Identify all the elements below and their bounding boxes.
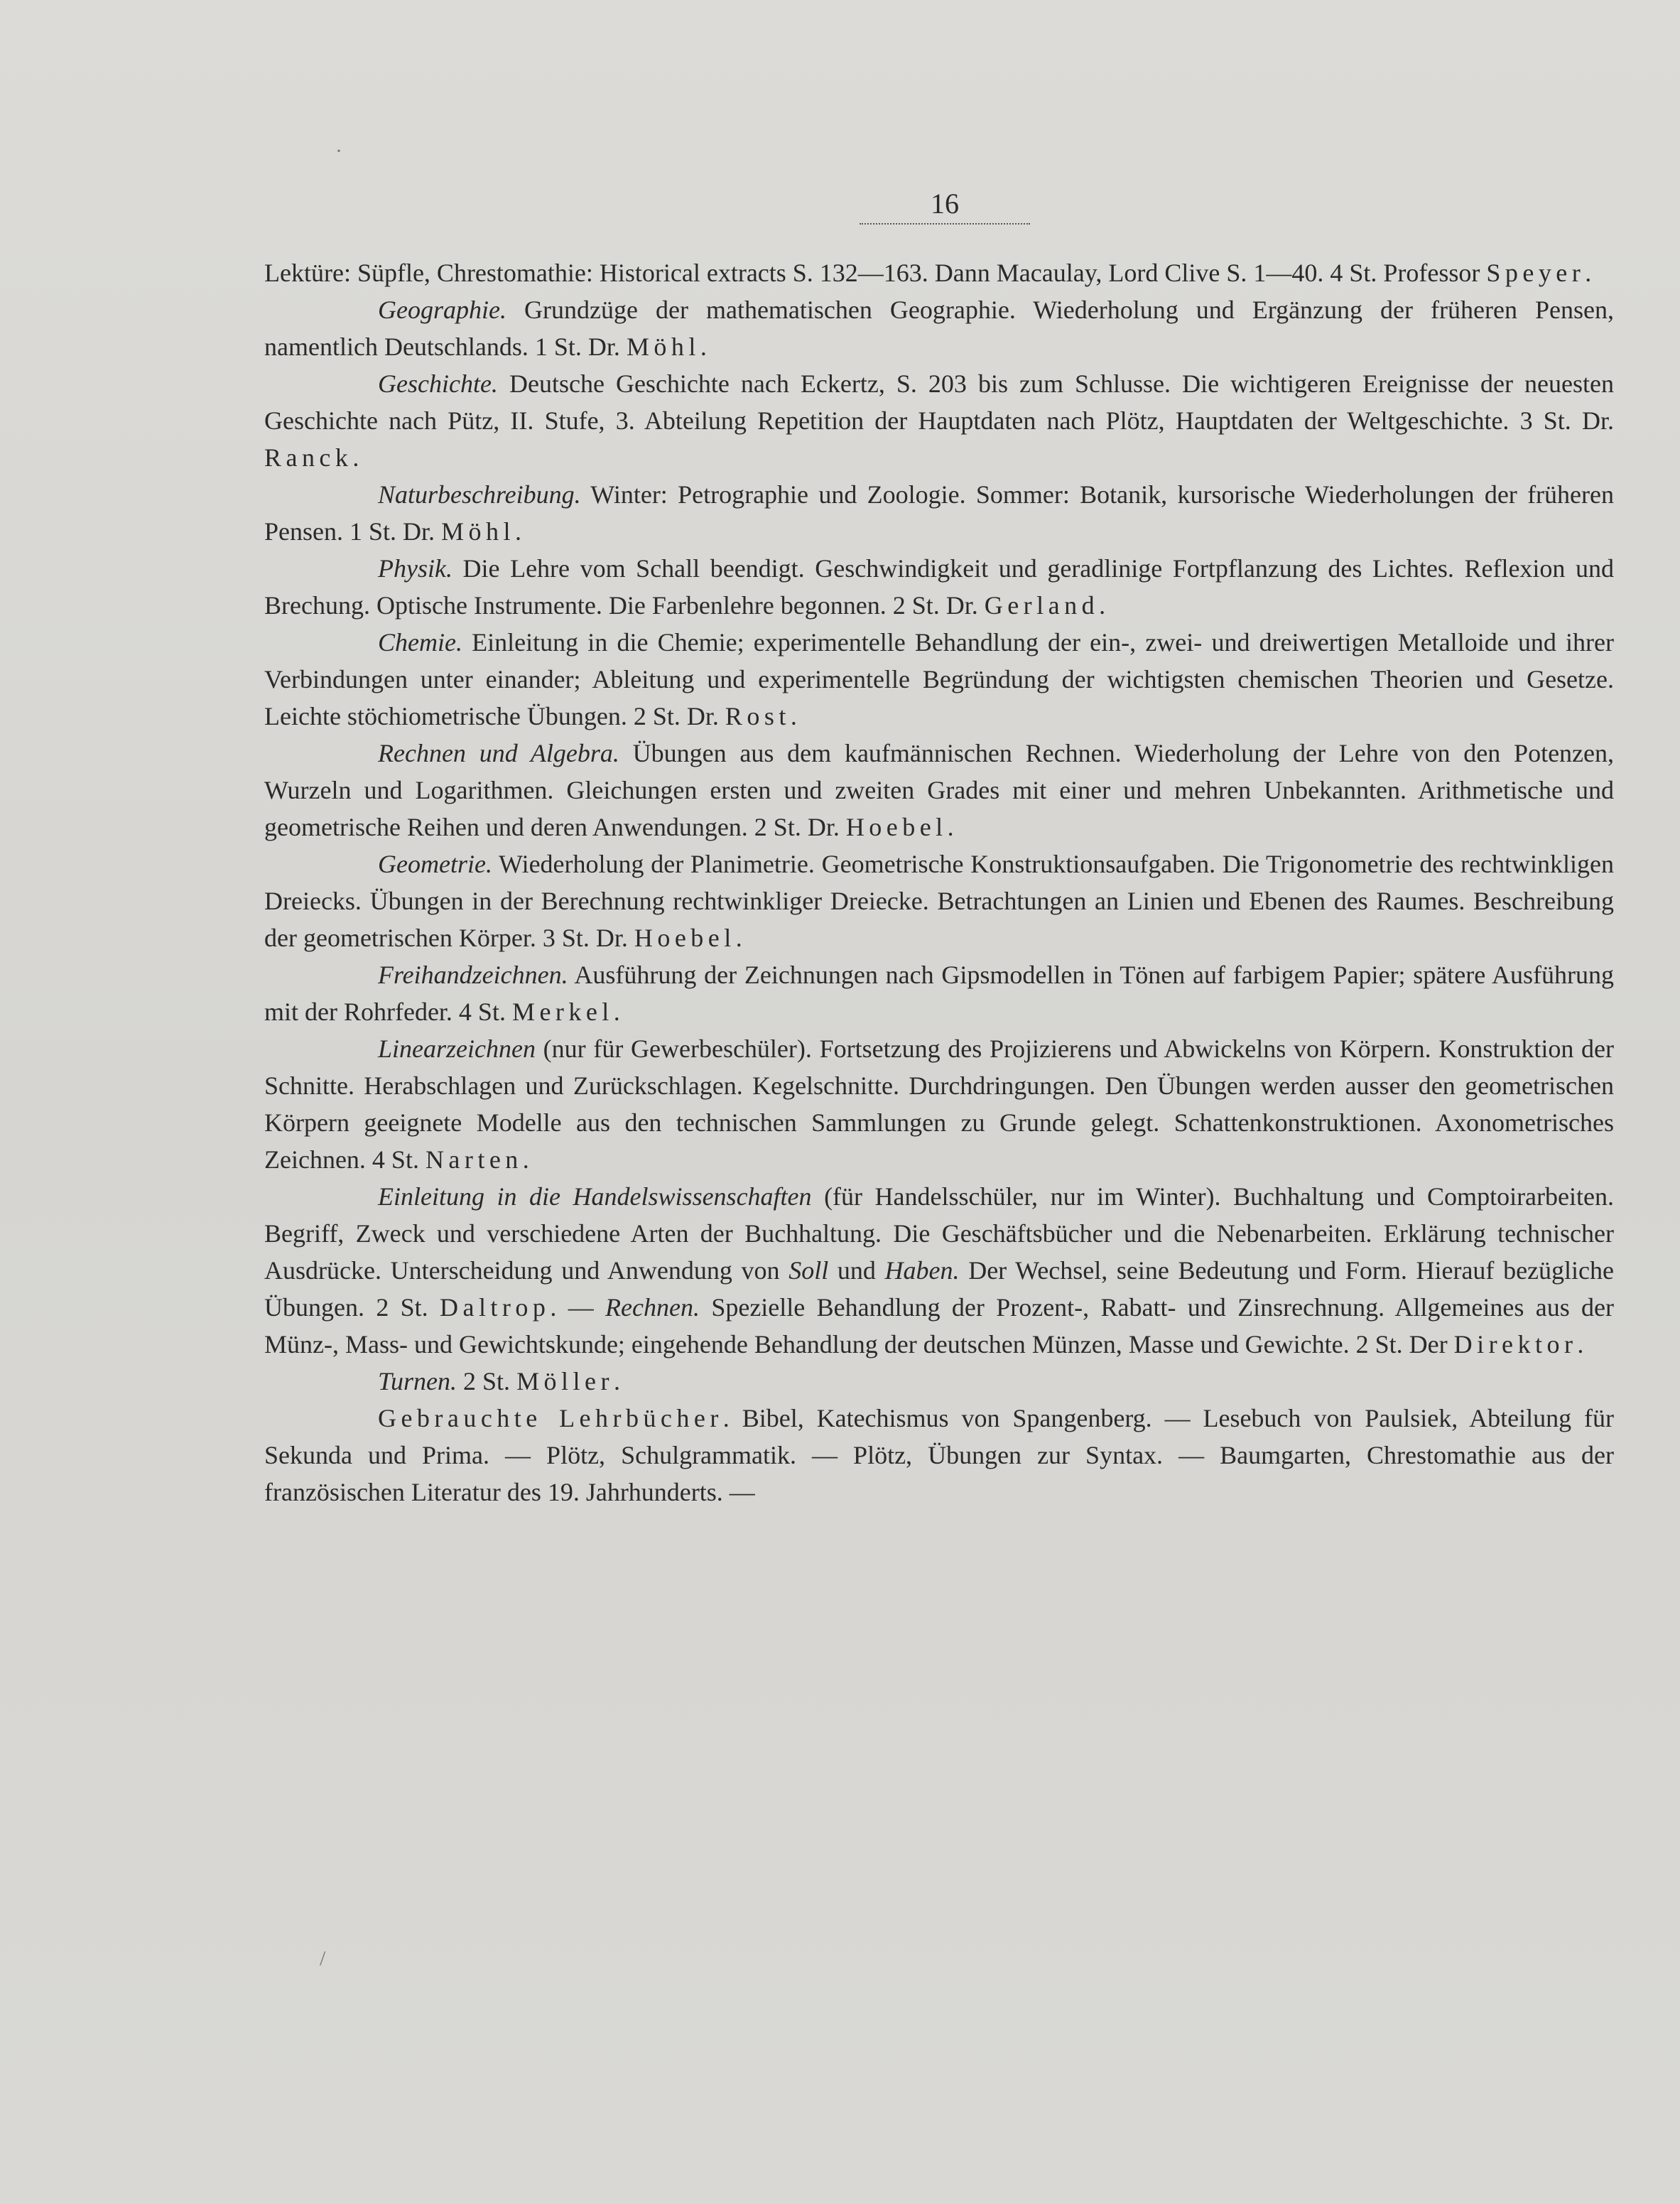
spaced-name: Merkel bbox=[511, 998, 614, 1026]
subject-heading: Linearzeichnen bbox=[378, 1035, 536, 1063]
spaced-name: Gerland bbox=[984, 591, 1100, 620]
paragraph-text: (für Handelsschüler, nur im Winter). Buchhaltung und Comptoirarbeiten. Begriff, Zweck und verschiedene Arten der Buchhaltung. Die Geschäftsbücher und die Nebenarbeiten. Erklärung technischer Ausdrücke. Unterscheidung und Anwendung von bbox=[264, 1182, 1614, 1285]
paragraph-text: . bbox=[613, 1367, 620, 1395]
paragraph-text: Der Wechsel, seine Bedeutung und Form. Hierauf bezügliche Übungen. 2 St. bbox=[264, 1256, 1614, 1322]
spaced-name: Narten bbox=[425, 1145, 523, 1174]
spaced-name: Gebrauchte Lehrbücher bbox=[378, 1404, 723, 1432]
paragraph-text: . bbox=[700, 333, 707, 361]
paragraph-text: . bbox=[522, 1145, 529, 1174]
paragraph-text: . bbox=[1585, 259, 1592, 287]
paragraph-text: Ausführung der Zeichnungen nach Gipsmodellen in Tönen auf farbigem Papier; spätere Ausführung mit der Rohrfeder. 4 St. bbox=[264, 961, 1614, 1026]
paragraph-text: . bbox=[1099, 591, 1106, 620]
paragraph bbox=[264, 1400, 1614, 1511]
paragraph-text: Übungen aus dem kaufmännischen Rechnen. Wiederholung der Lehre von den Potenzen, Wurzeln und Logarithmen. Gleichungen ersten und zweiten Grades mit einer und mehren Unbekannten. Arithmetische und geometrische Reihen und deren Anwendungen. 2 St. Dr. bbox=[264, 739, 1615, 841]
paragraph-text: Lektüre: Süpfle, Chrestomathie: Historical extracts S. 132—163. Dann Macaulay, Lord Clive S. 1—40. 4 St. Professor bbox=[264, 259, 1487, 287]
spaced-name: Direktor bbox=[1453, 1330, 1578, 1358]
paragraph-text: . bbox=[352, 443, 359, 472]
body-text bbox=[264, 254, 1614, 1511]
paragraph-text: und bbox=[828, 1256, 885, 1285]
paragraph bbox=[264, 624, 1614, 735]
spaced-name: Hoebel bbox=[634, 924, 736, 952]
subject-heading: Geographie. bbox=[378, 296, 506, 324]
paragraph bbox=[264, 956, 1614, 1030]
spaced-name: Ranck bbox=[264, 443, 353, 472]
paragraph-text: Spezielle Behandlung der Prozent-, Rabatt- und Zinsrechnung. Allgemeines aus der Münz-, Mass- und Gewichtskunde; eingehende Behandlung der deutschen Münzen, Masse und Gewichte. 2 St. Der bbox=[264, 1293, 1615, 1358]
subject-heading: Soll bbox=[788, 1256, 829, 1285]
spaced-name: Hoebel bbox=[845, 813, 948, 841]
paragraph-text: 2 St. bbox=[457, 1367, 517, 1395]
paragraph bbox=[264, 1363, 1614, 1400]
paragraph-text: Die Lehre vom Schall beendigt. Geschwindigkeit und geradlinige Fortpflanzung des Lichtes. Reflexion und Brechung. Optische Instrumente. Die Farbenlehre begonnen. 2 St. Dr. bbox=[264, 554, 1614, 620]
speck-mark: / bbox=[320, 1947, 326, 1970]
paragraph bbox=[264, 365, 1614, 476]
spaced-name: Möhl bbox=[626, 333, 700, 361]
paragraph bbox=[264, 476, 1614, 550]
paragraph-text: . bbox=[735, 924, 742, 952]
subject-heading: Geometrie. bbox=[378, 850, 492, 878]
paragraph bbox=[264, 291, 1614, 365]
spaced-name: Möller bbox=[516, 1367, 614, 1395]
subject-heading: Rechnen und Algebra. bbox=[378, 739, 619, 767]
paragraph-text: . bbox=[514, 517, 521, 546]
paragraph bbox=[264, 1030, 1614, 1178]
paragraph-text: Deutsche Geschichte nach Eckertz, S. 203 bis zum Schlusse. Die wichtigeren Ereignisse der neuesten Geschichte nach Pütz, II. Stufe, 3. Abteilung Repetition der Hauptdaten nach Plötz, Hauptdaten der Weltgeschichte. 3 St. Dr. bbox=[264, 369, 1614, 435]
paragraph-text: Wiederholung der Planimetrie. Geometrische Konstruktionsaufgaben. Die Trigonometrie des rechtwinkligen Dreiecks. Übungen in der Berechnung rechtwinkliger Dreiecke. Betrachtungen an Linien und Ebenen des Raumes. Beschreibung der geometrischen Körper. 3 St. Dr. bbox=[264, 850, 1614, 952]
speck-mark: · bbox=[335, 139, 342, 163]
paragraph-text: (nur für Gewerbeschüler). Fortsetzung des Projizierens und Abwickelns von Körpern. Konstruktion der Schnitte. Herabschlagen und Zurückschlagen. Kegelschnitte. Durchdringungen. Den Übungen werden ausser den geometrischen Körpern geeignete Modelle aus den technischen Sammlungen zu Grunde gelegt. Schattenkonstruktionen. Axonometrisches Zeichnen. 4 St. bbox=[264, 1035, 1614, 1174]
spaced-name: Möhl bbox=[441, 517, 515, 546]
subject-heading: Physik. bbox=[378, 554, 452, 583]
subject-heading: Freihandzeichnen. bbox=[378, 961, 568, 989]
subject-heading: Naturbeschreibung. bbox=[378, 480, 581, 509]
paragraph-text: Grundzüge der mathematischen Geographie. Wiederholung und Ergänzung der früheren Pensen, namentlich Deutschlands. 1 St. Dr. bbox=[264, 296, 1614, 361]
paragraph bbox=[264, 254, 1614, 291]
subject-heading: Einleitung in die Handelswissenschaften bbox=[378, 1182, 812, 1211]
spaced-name: Rost bbox=[725, 702, 791, 730]
spaced-name: Speyer bbox=[1486, 259, 1586, 287]
paragraph bbox=[264, 846, 1614, 956]
paragraph-text: Winter: Petrographie und Zoologie. Sommer: Botanik, kursorische Wiederholungen der früheren Pensen. 1 St. Dr. bbox=[264, 480, 1614, 546]
paragraph-text: . bbox=[790, 702, 797, 730]
spaced-name: Daltrop bbox=[440, 1293, 551, 1322]
paragraph bbox=[264, 1178, 1614, 1363]
subject-heading: Haben. bbox=[884, 1256, 960, 1285]
page-number: 16 bbox=[860, 186, 1030, 225]
paragraph-text: . bbox=[947, 813, 954, 841]
paragraph-text: . Bibel, Katechismus von Spangenberg. — Lesebuch von Paulsiek, Abteilung für Sekunda und Prima. — Plötz, Schulgrammatik. — Plötz, Übungen zur Syntax. — Baumgarten, Chrestomathie aus der französischen Literatur des 19. Jahrhunderts. — bbox=[264, 1404, 1614, 1506]
paragraph-text: . bbox=[1577, 1330, 1584, 1358]
paragraph-text: Einleitung in die Chemie; experimentelle Behandlung der ein-, zwei- und dreiwertigen Metalloide und ihrer Verbindungen unter einander; Ableitung und experimentelle Begründung der wichtigsten chemischen Theorien und Gesetze. Leichte stöchiometrische Übungen. 2 St. Dr. bbox=[264, 628, 1614, 730]
subject-heading: Chemie. bbox=[378, 628, 462, 657]
paragraph bbox=[264, 735, 1614, 846]
subject-heading: Rechnen. bbox=[605, 1293, 700, 1322]
paragraph-text: . bbox=[613, 998, 620, 1026]
subject-heading: Geschichte. bbox=[378, 369, 498, 398]
subject-heading: Turnen. bbox=[378, 1367, 457, 1395]
paragraph bbox=[264, 550, 1614, 624]
paragraph-text: . — bbox=[550, 1293, 606, 1322]
